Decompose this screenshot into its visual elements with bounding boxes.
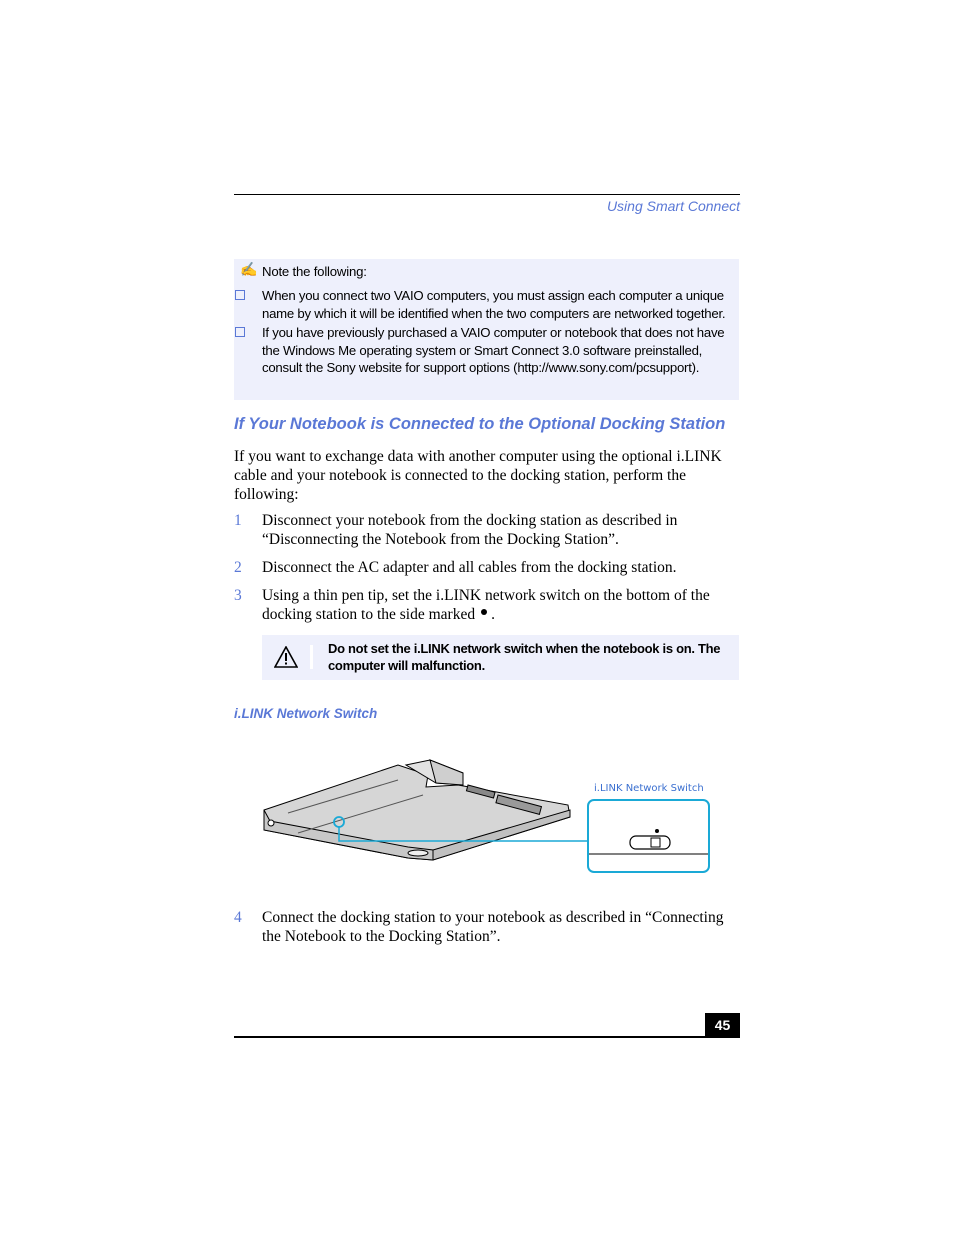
footer-rule [234, 1036, 740, 1038]
step-suffix: . [491, 606, 495, 623]
step-text: Disconnect the AC adapter and all cables from the docking station. [262, 559, 677, 576]
step-text: Connect the docking station to your notebook as described in “Connecting the Notebook to the Docking Station”. [262, 909, 724, 945]
docking-station-illustration [258, 755, 718, 880]
docking-station-drawing [264, 760, 570, 860]
note-item-text: When you connect two VAIO computers, you must assign each computer a unique name by which it will be identified when the two computers are networked together. [262, 288, 726, 321]
step-number: 3 [234, 587, 242, 604]
warning-triangle-icon [274, 646, 298, 668]
dot-mark-icon [481, 609, 487, 615]
pencil-note-icon: ✍ [240, 261, 258, 277]
step-text: Disconnect your notebook from the docking station as described in “Disconnecting the Notebook from the Docking Station”. [262, 512, 678, 548]
checkbox-bullet-icon [235, 290, 245, 300]
page-number: 45 [705, 1013, 740, 1037]
section-intro: If you want to exchange data with another computer using the optional i.LINK cable and your notebook is connected to the docking station, perform the following: [234, 448, 722, 503]
checkbox-bullet-icon [235, 327, 245, 337]
note-box [234, 259, 739, 400]
step-number: 4 [234, 909, 242, 926]
note-item-text: If you have previously purchased a VAIO computer or notebook that does not have the Windows Me operating system or Smart Connect 3.0 software preinstalled, consult the Sony website for support options (http://www.sony.com/pcsupport). [262, 325, 725, 375]
warning-box [262, 635, 739, 680]
note-intro: Note the following: [262, 264, 367, 279]
note-item [262, 287, 737, 322]
step-text: Using a thin pen tip, set the i.LINK network switch on the bottom of the docking station to the side marked [262, 587, 710, 623]
step-text-container [262, 586, 738, 624]
callout-label: i.LINK Network Switch [594, 783, 704, 794]
section-heading: If Your Notebook is Connected to the Optional Docking Station [234, 415, 726, 433]
warning-text: Do not set the i.LINK network switch when the notebook is on. The computer will malfunction. [328, 641, 721, 673]
warning-separator [310, 645, 313, 669]
figure-caption: i.LINK Network Switch [234, 706, 378, 721]
note-item [262, 324, 737, 377]
header-rule [234, 194, 740, 195]
running-head: Using Smart Connect [606, 198, 740, 214]
step-number: 2 [234, 559, 242, 576]
step-number: 1 [234, 512, 242, 529]
